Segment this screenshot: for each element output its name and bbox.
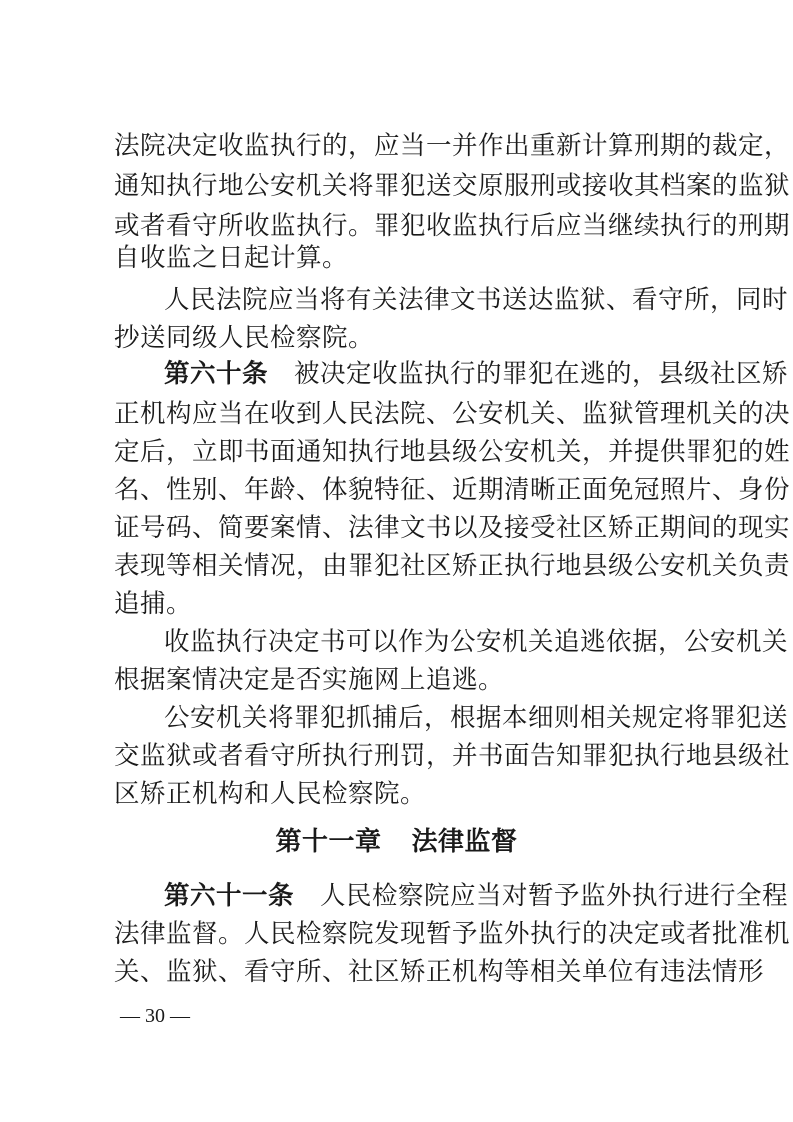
- article-61-label: 第六十一条: [164, 881, 295, 911]
- body-line: 法律监督。人民检察院发现暂予监外执行的决定或者批准机: [114, 919, 791, 949]
- body-line: 人民法院应当将有关法律文书送达监狱、看守所，同时: [164, 285, 789, 315]
- body-line: 抄送同级人民检察院。: [114, 323, 375, 353]
- body-line: 关、监狱、看守所、社区矫正机构等相关单位有违法情形: [114, 957, 765, 987]
- body-line: 证号码、简要案情、法律文书以及接受社区矫正期间的现实: [114, 513, 791, 543]
- body-line: 自收监之日起计算。: [114, 243, 349, 273]
- body-line: 法院决定收监执行的，应当一并作出重新计算刑期的裁定，: [114, 131, 791, 161]
- chapter-number: 第十一章: [275, 827, 382, 857]
- body-line: 根据案情决定是否实施网上追逃。: [114, 665, 505, 695]
- article-60-first-line: [164, 356, 789, 392]
- body-line: 通知执行地公安机关将罪犯送交原服刑或接收其档案的监狱: [114, 171, 791, 201]
- body-line: 定后，立即书面通知执行地县级公安机关，并提供罪犯的姓: [114, 437, 791, 467]
- body-line: 区矫正机构和人民检察院。: [114, 779, 427, 809]
- article-61-first-line: [164, 878, 789, 914]
- article-60-label: 第六十条: [164, 359, 269, 389]
- body-line: 公安机关将罪犯抓捕后，根据本细则相关规定将罪犯送: [164, 703, 789, 733]
- body-line: 名、性别、年龄、体貌特征、近期清晰正面免冠照片、身份: [114, 475, 791, 505]
- body-line: 或者看守所收监执行。罪犯收监执行后应当继续执行的刑期: [114, 211, 791, 241]
- chapter-title: 法律监督: [411, 827, 518, 857]
- body-line: 正机构应当在收到人民法院、公安机关、监狱管理机关的决: [114, 399, 791, 429]
- article-61-text: 人民检察院应当对暂予监外执行进行全程: [320, 881, 789, 911]
- body-line: 交监狱或者看守所执行刑罚，并书面告知罪犯执行地县级社: [114, 741, 791, 771]
- page-number: — 30 —: [120, 1005, 190, 1027]
- body-line: 表现等相关情况，由罪犯社区矫正执行地县级公安机关负责: [114, 551, 791, 581]
- body-line: 追捕。: [114, 589, 193, 619]
- body-line: 收监执行决定书可以作为公安机关追逃依据，公安机关: [164, 627, 789, 657]
- article-60-text: 被决定收监执行的罪犯在逃的，县级社区矫: [294, 359, 789, 389]
- chapter-heading: [0, 822, 793, 862]
